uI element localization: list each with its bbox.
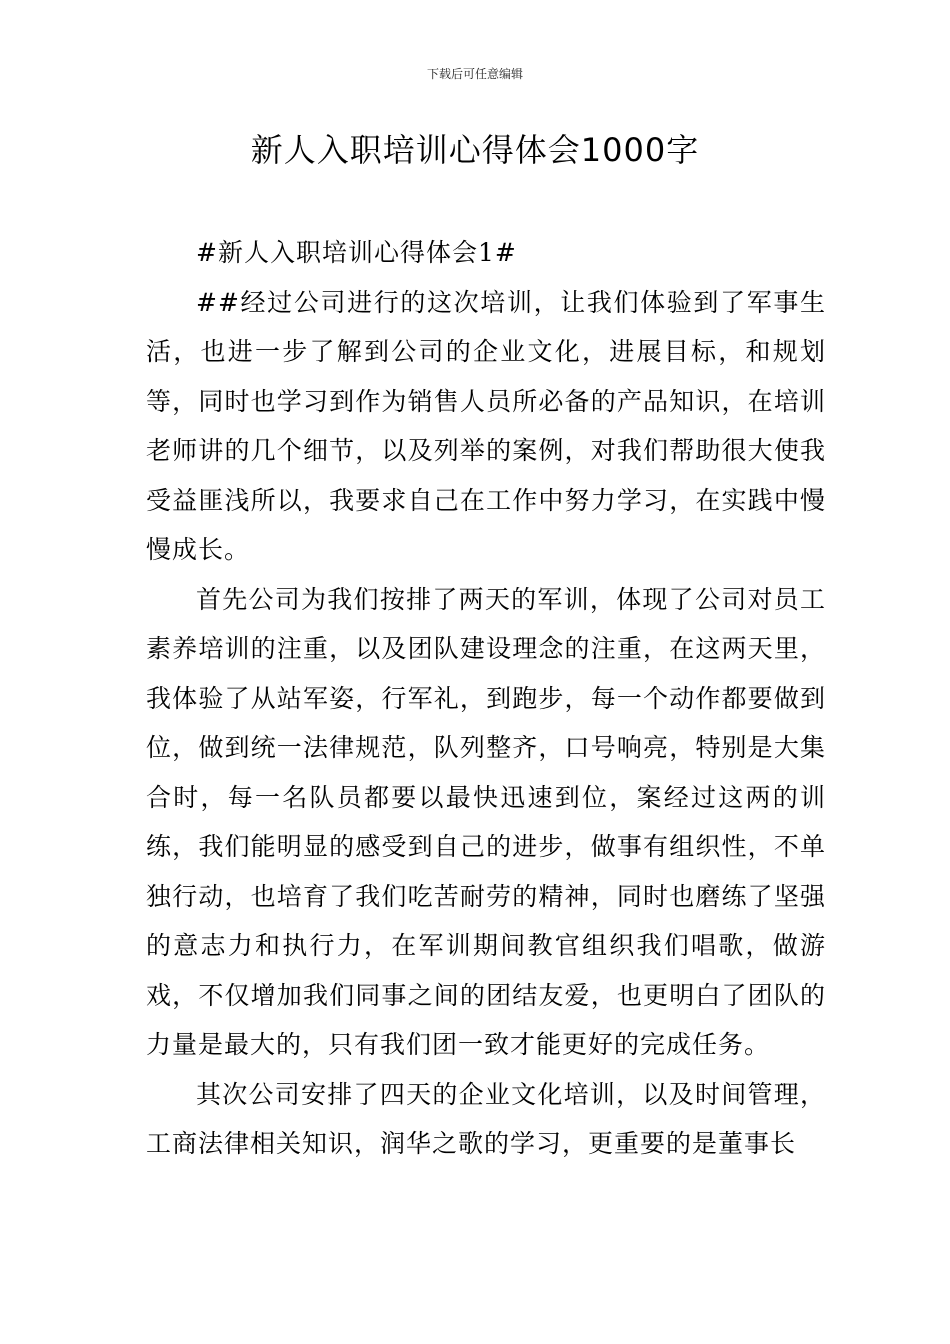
- paragraph: 首先公司为我们按排了两天的军训，体现了公司对员工素养培训的注重，以及团队建设理念的注重，在这两天里，我体验了从站军姿，行军礼，到跑步，每一个动作都要做到位，做到统一法律规范，队列整齐，口号响亮，特别是大集合时，每一名队员都要以最快迅速到位，案经过这两的训练，我们能明显的感受到自己的进步，做事有组织性，不单独行动，也培育了我们吃苦耐劳的精神，同时也磨练了坚强的意志力和执行力，在军训期间教官组织我们唱歌，做游戏，不仅增加我们同事之间的团结友爱，也更明白了团队的力量是最大的，只有我们团一致才能更好的完成任务。: [146, 584, 826, 1059]
- paragraph: 其次公司安排了四天的企业文化培训，以及时间管理，工商法律相关知识，润华之歌的学习，更重要的是董事长: [146, 1079, 826, 1158]
- document-body: [146, 228, 826, 1169]
- section-heading: #新人入职培训心得体会1#: [196, 238, 517, 267]
- document-title: 新人入职培训心得体会1000字: [250, 131, 700, 169]
- paragraph: ##经过公司进行的这次培训，让我们体验到了军事生活，也进一步了解到公司的企业文化，进展目标，和规划等，同时也学习到作为销售人员所必备的产品知识，在培训老师讲的几个细节，以及列举的案例，对我们帮助很大使我受益匪浅所以，我要求自己在工作中努力学习，在实践中慢慢成长。: [146, 287, 826, 564]
- page-header-note: 下载后可任意编辑: [426, 67, 523, 81]
